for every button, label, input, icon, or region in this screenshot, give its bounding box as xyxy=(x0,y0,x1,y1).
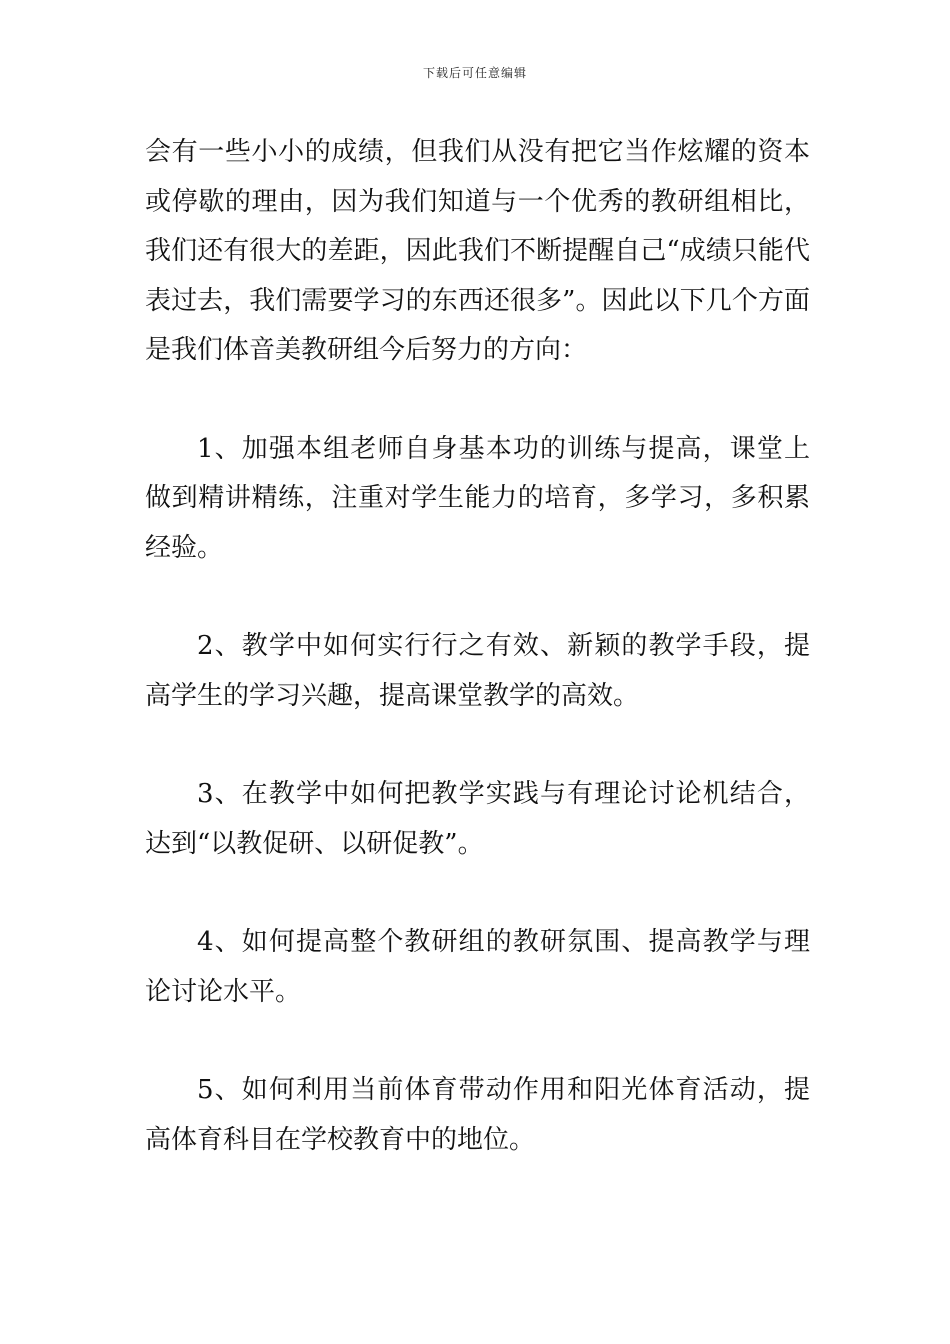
list-item-2: 2、教学中如何实行行之有效、新颖的教学手段，提高学生的学习兴趣，提高课堂教学的高效。 xyxy=(145,631,810,711)
document-body xyxy=(145,128,810,1214)
list-item-5: 5、如何利用当前体育带动作用和阳光体育活动，提高体育科目在学校教育中的地位。 xyxy=(145,1075,810,1155)
page-header: 下载后可任意编辑 xyxy=(422,66,527,80)
list-item-4: 4、如何提高整个教研组的教研氛围、提高教学与理论讨论水平。 xyxy=(145,927,810,1007)
list-item-1: 1、加强本组老师自身基本功的训练与提高，课堂上做到精讲精练，注重对学生能力的培育，多学习，多积累经验。 xyxy=(145,433,810,563)
intro-paragraph: 会有一些小小的成绩，但我们从没有把它当作炫耀的资本或停歇的理由，因为我们知道与一个优秀的教研组相比，我们还有很大的差距，因此我们不断提醒自己“成绩只能代表过去，我们需要学习的东西还很多”。因此以下几个方面是我们体音美教研组今后努力的方向： xyxy=(145,137,810,365)
list-item-3: 3、在教学中如何把教学实践与有理论讨论机结合，达到“以教促研、以研促教”。 xyxy=(145,779,810,859)
